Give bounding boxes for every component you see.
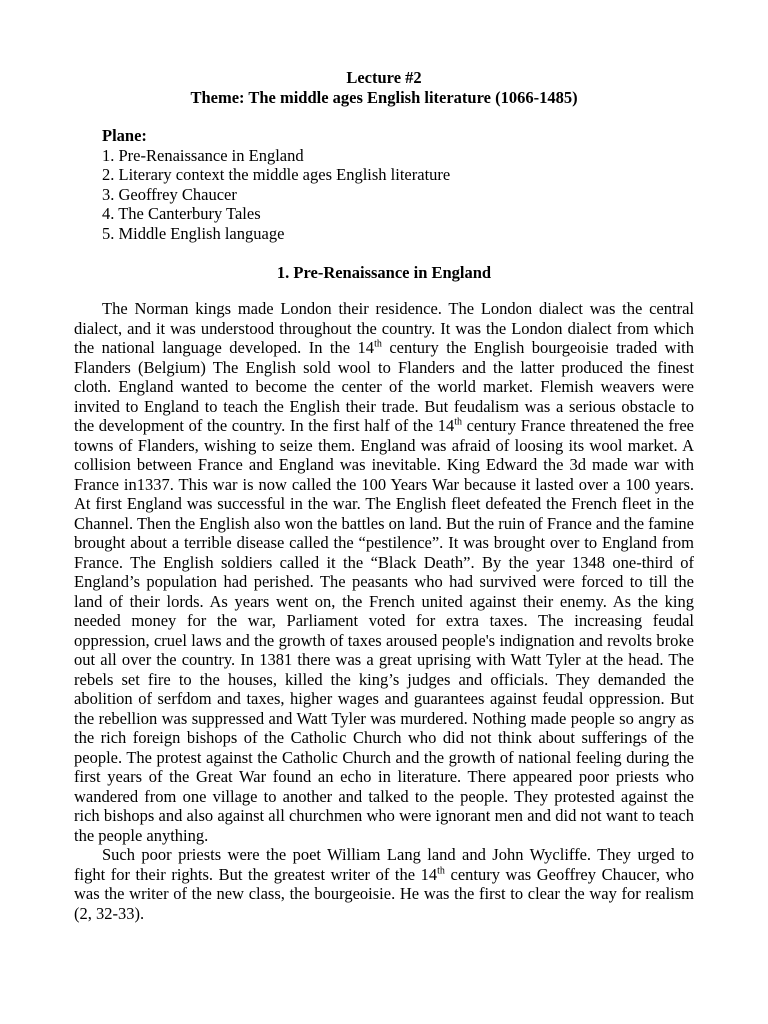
plan-heading: Plane:: [102, 126, 147, 145]
body-paragraph-2: [74, 845, 694, 923]
lecture-number: Lecture #2: [346, 68, 422, 87]
lecture-theme: Theme: The middle ages English literature (1066-1485): [190, 87, 578, 107]
plan-item: 1. Pre-Renaissance in England: [102, 145, 304, 165]
lecture-header: [74, 68, 694, 107]
paragraph-text: century France threatened the free towns of Flanders, wishing to seize them. England was afraid of loosing its wool market. A collision between France and England was inevitable. King Edward the 3d made war with France in1337. This war is now called the 100 Years War because it lasted over a 100 years. At first England was successful in the war. The English fleet defeated the French fleet in the Channel. Then the English also won the battles on land. But the ruin of France and the famine brought about a terrible disease called the “pestilence”. It was brought over to England from France. The English soldiers called it the “Black Death”. By the year 1348 one-third of England’s population had perished. The peasants who had survived were forced to till the land of their lords. As years went on, the French united against their enemy. As the king needed money for the war, Parliament voted for extra taxes. The increasing feudal oppression, cruel laws and the growth of taxes aroused people's indignation and revolts broke out all over the country. In 1381 there was a great uprising with Watt Tyler at the head. The rebels set fire to the houses, killed the king’s judges and officials. They demanded the abolition of serfdom and taxes, higher wages and guarantees against feudal oppression. But the rebellion was suppressed and Watt Tyler was murdered. Nothing made people so angry as the rich foreign bishops of the Catholic Church who did not think about sufferings of the people. The protest against the Catholic Church and the growth of national feeling during the first years of the Great War found an echo in literature. There appeared poor priests who wandered from one village to another and talked to the people. They protested against the rich bishops and also against all churchmen who were ignorant men and did not want to teach the people anything.: [74, 416, 694, 845]
superscript: th: [437, 865, 445, 876]
plan-item: 3. Geoffrey Chaucer: [102, 184, 237, 204]
paragraph-text: The Norman kings made London their residence. The London dialect was the central dialect, and it was understood throughout the country. It was the London dialect from which the national language developed. In the 14: [74, 299, 694, 357]
plan-item: 4. The Canterbury Tales: [102, 204, 261, 223]
plan-section: [74, 126, 694, 243]
section-title: 1. Pre-Renaissance in England: [276, 263, 492, 282]
superscript: th: [374, 338, 382, 350]
plan-item: 2. Literary context the middle ages English literature: [102, 165, 451, 184]
document-content: [74, 68, 694, 923]
paragraph-text: Such poor priests were the poet William Lang land and John Wycliffe. They urged to fight for their rights. But the greatest writer of the 14: [74, 845, 694, 884]
paragraph-text: century the English bourgeoisie traded with Flanders (Belgium) The English sold wool to Flanders and the latter produced the finest cloth. England wanted to become the center of the world market. Flemish weavers were invited to England to teach the English their trade. But feudalism was a serious obstacle to the development of the country. In the first half of the 14: [74, 338, 694, 435]
plan-list: [102, 146, 694, 244]
plan-item: 5. Middle English language: [102, 223, 285, 243]
paragraph-text: century was Geoffrey Chaucer, who was the writer of the new class, the bourgeoisie. He was the first to clear the way for realism (2, 32-33).: [74, 864, 694, 923]
body-paragraph-1: [74, 299, 694, 845]
superscript: th: [454, 416, 462, 428]
